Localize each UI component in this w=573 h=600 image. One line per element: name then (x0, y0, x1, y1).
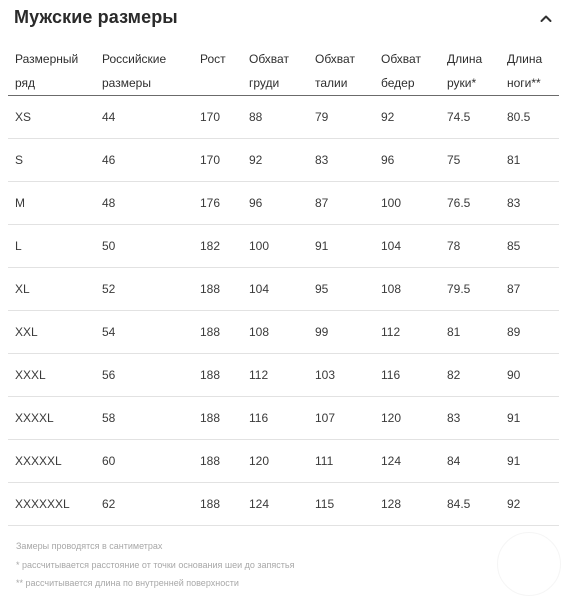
table-cell: 92 (249, 139, 315, 182)
column-header-line: Рост (200, 52, 226, 66)
table-cell: 44 (102, 96, 200, 139)
column-header-line: Российские (102, 52, 167, 66)
chevron-up-icon[interactable] (537, 10, 555, 28)
table-cell: 120 (249, 440, 315, 483)
table-cell: 88 (249, 96, 315, 139)
table-cell: 83 (315, 139, 381, 182)
table-cell: 91 (315, 225, 381, 268)
table-cell: 84 (447, 440, 507, 483)
table-cell: 75 (447, 139, 507, 182)
table-row (8, 483, 559, 526)
table-cell: 111 (315, 440, 381, 483)
table-cell: 170 (200, 96, 249, 139)
column-header (447, 40, 507, 96)
table-cell: 120 (381, 397, 447, 440)
size-label-cell: L (8, 225, 102, 268)
section-title: Мужские размеры (14, 7, 178, 27)
table-cell: 188 (200, 440, 249, 483)
table-cell: 56 (102, 354, 200, 397)
table-cell: 115 (315, 483, 381, 526)
table-row (8, 354, 559, 397)
section-header[interactable] (0, 0, 573, 40)
size-label-cell: M (8, 182, 102, 225)
footnotes (16, 537, 536, 593)
column-header (315, 40, 381, 96)
table-cell: 83 (447, 397, 507, 440)
table-cell: 46 (102, 139, 200, 182)
table-cell: 188 (200, 268, 249, 311)
table-cell: 54 (102, 311, 200, 354)
size-label-cell: XS (8, 96, 102, 139)
table-row (8, 311, 559, 354)
column-header (8, 40, 102, 96)
table-cell: 87 (507, 268, 559, 311)
table-cell: 112 (381, 311, 447, 354)
column-header (200, 40, 249, 96)
table-cell: 91 (507, 440, 559, 483)
column-header-line: талии (315, 76, 348, 90)
table-cell: 81 (447, 311, 507, 354)
size-label-cell: XXXL (8, 354, 102, 397)
table-cell: 108 (381, 268, 447, 311)
table-cell: 79 (315, 96, 381, 139)
table-cell: 50 (102, 225, 200, 268)
scroll-top-button[interactable] (497, 532, 561, 596)
table-cell: 188 (200, 354, 249, 397)
table-cell: 90 (507, 354, 559, 397)
table-cell: 58 (102, 397, 200, 440)
table-row (8, 225, 559, 268)
table-row (8, 397, 559, 440)
table-cell: 128 (381, 483, 447, 526)
column-header (102, 40, 200, 96)
table-cell: 104 (381, 225, 447, 268)
table-cell: 108 (249, 311, 315, 354)
table-row (8, 440, 559, 483)
column-header-line: ряд (15, 76, 36, 90)
column-header-line: Длина (507, 52, 543, 66)
table-cell: 92 (507, 483, 559, 526)
table-cell: 124 (381, 440, 447, 483)
size-label-cell: S (8, 139, 102, 182)
size-label-cell: XXXXL (8, 397, 102, 440)
note-arm-length: * рассчитывается расстояние от точки основания шеи до запястья (16, 559, 295, 570)
table-cell: 176 (200, 182, 249, 225)
size-label-cell: XL (8, 268, 102, 311)
table-cell: 188 (200, 311, 249, 354)
table-row (8, 96, 559, 139)
column-header-line: бедер (381, 76, 415, 90)
column-header-line: руки* (447, 76, 477, 90)
column-header-line: Обхват (381, 52, 421, 66)
table-cell: 103 (315, 354, 381, 397)
table-cell: 87 (315, 182, 381, 225)
note-units: Замеры проводятся в сантиметрах (16, 541, 163, 551)
table-row (8, 139, 559, 182)
table-cell: 188 (200, 397, 249, 440)
note-leg-length: ** рассчитывается длина по внутренней поверхности (16, 578, 239, 588)
table-cell: 60 (102, 440, 200, 483)
table-cell: 83 (507, 182, 559, 225)
table-cell: 76.5 (447, 182, 507, 225)
table-cell: 89 (507, 311, 559, 354)
table-cell: 92 (381, 96, 447, 139)
size-label-cell: XXL (8, 311, 102, 354)
size-label-cell: XXXXXXL (8, 483, 102, 526)
table-cell: 116 (249, 397, 315, 440)
table-cell: 116 (381, 354, 447, 397)
column-header (507, 40, 559, 96)
column-header-line: Обхват (249, 52, 289, 66)
size-label-cell: XXXXXL (8, 440, 102, 483)
table-row (8, 268, 559, 311)
table-cell: 91 (507, 397, 559, 440)
table-cell: 62 (102, 483, 200, 526)
column-header-line: Обхват (315, 52, 355, 66)
table-cell: 81 (507, 139, 559, 182)
table-cell: 99 (315, 311, 381, 354)
table-cell: 96 (249, 182, 315, 225)
table-cell: 82 (447, 354, 507, 397)
table-row (8, 182, 559, 225)
table-cell: 188 (200, 483, 249, 526)
table-cell: 80.5 (507, 96, 559, 139)
table-cell: 124 (249, 483, 315, 526)
table-cell: 170 (200, 139, 249, 182)
table-cell: 78 (447, 225, 507, 268)
column-header-line: Размерный (15, 52, 79, 66)
table-cell: 112 (249, 354, 315, 397)
table-cell: 84.5 (447, 483, 507, 526)
column-header (381, 40, 447, 96)
table-cell: 100 (381, 182, 447, 225)
column-header-line: Длина (447, 52, 483, 66)
column-header-line: размеры (102, 76, 151, 90)
table-cell: 79.5 (447, 268, 507, 311)
table-cell: 96 (381, 139, 447, 182)
column-header-line: ноги** (507, 76, 541, 90)
size-table (8, 40, 559, 526)
table-cell: 107 (315, 397, 381, 440)
table-cell: 100 (249, 225, 315, 268)
table-cell: 85 (507, 225, 559, 268)
column-header (249, 40, 315, 96)
table-cell: 74.5 (447, 96, 507, 139)
table-cell: 48 (102, 182, 200, 225)
table-header-row (8, 40, 559, 96)
table-cell: 182 (200, 225, 249, 268)
table-cell: 52 (102, 268, 200, 311)
table-cell: 95 (315, 268, 381, 311)
column-header-line: груди (249, 76, 280, 90)
table-cell: 104 (249, 268, 315, 311)
